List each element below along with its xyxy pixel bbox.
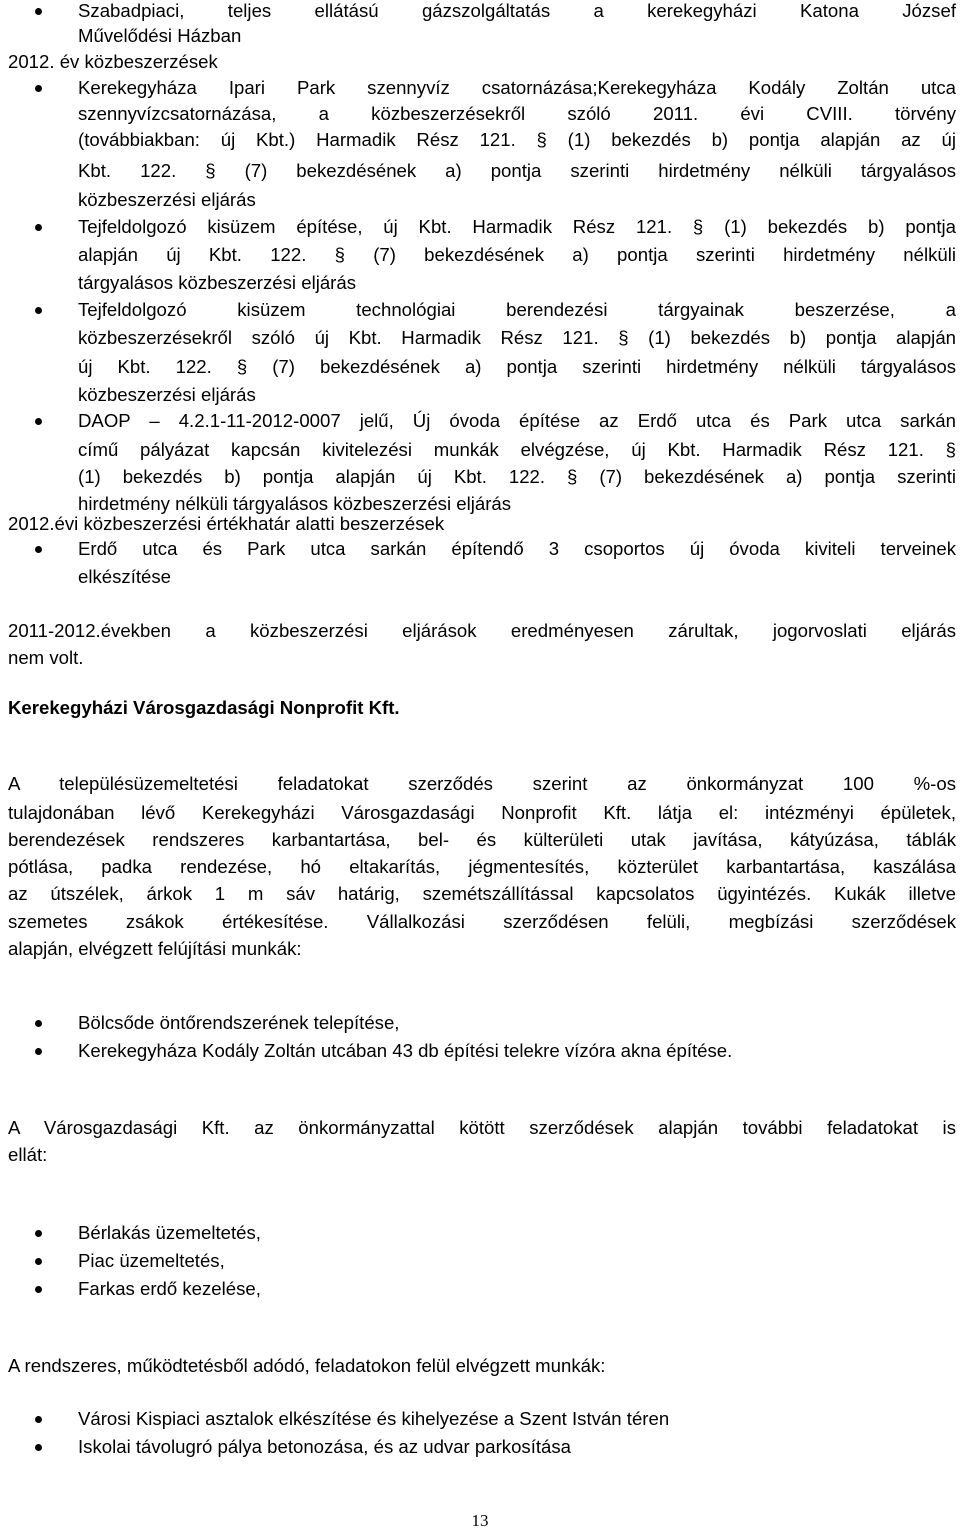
list-item-line: közbeszerzésekről szóló új Kbt. Harmadik Rész 121. § (1) bekezdés b) pontja alapján — [78, 327, 956, 348]
list-item-line: című pályázat kapcsán kivitelezési munkák elvégzése, új Kbt. Harmadik Rész 121. § — [78, 439, 956, 460]
paragraph-line: ellát: — [8, 1144, 48, 1165]
list-item-line: (1) bekezdés b) pontja alapján új Kbt. 122. § (7) bekezdésének a) pontja szerinti — [78, 466, 956, 487]
list-item-line: Kerekegyháza Ipari Park szennyvíz csatornázása;Kerekegyháza Kodály Zoltán utca — [78, 77, 956, 98]
list-item-line: DAOP – 4.2.1-11-2012-0007 jelű, Új óvoda építése az Erdő utca és Park utca sarkán — [78, 410, 956, 431]
list-item-line: Szabadpiaci, teljes ellátású gázszolgáltatás a kerekegyházi Katona József — [78, 0, 956, 21]
paragraph-line: A Városgazdasági Kft. az önkormányzattal kötött szerződések alapján további feladatokat is — [8, 1117, 956, 1138]
paragraph-line: az útszélek, árkok 1 m sáv határig, szemétszállítással kapcsolatos ügyintézés. Kukák illetve — [8, 883, 956, 904]
list-item-line: Erdő utca és Park utca sarkán építendő 3 csoportos új óvoda kiviteli terveinek — [78, 538, 956, 559]
page-number: 13 — [471, 1511, 489, 1530]
bullet — [35, 546, 42, 553]
paragraph-line: alapján, elvégzett felújítási munkák: — [8, 938, 302, 959]
list-item: Kerekegyháza Kodály Zoltán utcában 43 db építési telekre vízóra akna építése. — [78, 1040, 733, 1061]
list-item-line: alapján új Kbt. 122. § (7) bekezdésének a) pontja szerinti hirdetmény nélküli — [78, 244, 956, 265]
bullet — [35, 1258, 42, 1265]
list-item-line: Művelődési Házban — [78, 25, 242, 46]
list-item-line: tárgyalásos közbeszerzési eljárás — [78, 272, 356, 293]
list-item-line: (továbbiakban: új Kbt.) Harmadik Rész 121. § (1) bekezdés b) pontja alapján az új — [78, 129, 956, 150]
list-item-line: közbeszerzési eljárás — [78, 189, 256, 210]
list-item-line: közbeszerzési eljárás — [78, 384, 256, 405]
paragraph-line: berendezések rendszeres karbantartása, bel- és külterületi utak javítása, kátyúzása, táblák — [8, 829, 956, 850]
bullet — [35, 418, 42, 425]
list-item: Farkas erdő kezelése, — [78, 1278, 261, 1299]
bullet — [35, 1444, 42, 1451]
bullet — [35, 85, 42, 92]
paragraph-line: tulajdonában lévő Kerekegyházi Városgazdasági Nonprofit Kft. látja el: intézményi épületek, — [8, 802, 956, 823]
list-item-line: Tejfeldolgozó kisüzem technológiai berendezési tárgyainak beszerzése, a — [78, 299, 956, 320]
paragraph-line: A rendszeres, működtetésből adódó, feladatokon felül elvégzett munkák: — [8, 1355, 606, 1376]
bullet — [35, 8, 42, 15]
section-heading: 2012.évi közbeszerzési értékhatár alatti beszerzések — [8, 513, 445, 534]
list-item: Városi Kispiaci asztalok elkészítése és kihelyezése a Szent István téren — [78, 1408, 670, 1429]
section-heading: 2012. év közbeszerzések — [8, 51, 218, 72]
list-item-line: hirdetmény nélküli tárgyalásos közbeszerzési eljárás — [78, 493, 512, 514]
paragraph-line: 2011-2012.években a közbeszerzési eljárások eredményesen zárultak, jogorvoslati eljárás — [8, 620, 956, 641]
paragraph-line: nem volt. — [8, 647, 84, 668]
company-title: Kerekegyházi Városgazdasági Nonprofit Kft. — [8, 697, 400, 718]
paragraph-line: A településüzemeltetési feladatokat szerződés szerint az önkormányzat 100 %-os — [8, 773, 956, 794]
list-item: Iskolai távolugró pálya betonozása, és az udvar parkosítása — [78, 1436, 572, 1457]
list-item-line: szennyvízcsatornázása, a közbeszerzésekről szóló 2011. évi CVIII. törvény — [78, 103, 956, 124]
list-item-line: Tejfeldolgozó kisüzem építése, új Kbt. Harmadik Rész 121. § (1) bekezdés b) pontja — [78, 216, 956, 237]
bullet — [35, 1020, 42, 1027]
list-item: Bölcsőde öntőrendszerének telepítése, — [78, 1012, 400, 1033]
bullet — [35, 307, 42, 314]
list-item: Bérlakás üzemeltetés, — [78, 1222, 261, 1243]
list-item: Piac üzemeltetés, — [78, 1250, 225, 1271]
bullet — [35, 1048, 42, 1055]
bullet — [35, 1230, 42, 1237]
bullet — [35, 224, 42, 231]
list-item-line: Kbt. 122. § (7) bekezdésének a) pontja szerinti hirdetmény nélküli tárgyalásos — [78, 160, 956, 181]
bullet — [35, 1416, 42, 1423]
paragraph-line: pótlása, padka rendezése, hó eltakarítás, jégmentesítés, közterület karbantartása, kaszálása — [8, 856, 956, 877]
bullet — [35, 1286, 42, 1293]
list-item-line: elkészítése — [78, 566, 172, 587]
list-item-line: új Kbt. 122. § (7) bekezdésének a) pontja szerinti hirdetmény nélküli tárgyalásos — [78, 356, 956, 377]
paragraph-line: szemetes zsákok értékesítése. Vállalkozási szerződésen felüli, megbízási szerződések — [8, 911, 956, 932]
